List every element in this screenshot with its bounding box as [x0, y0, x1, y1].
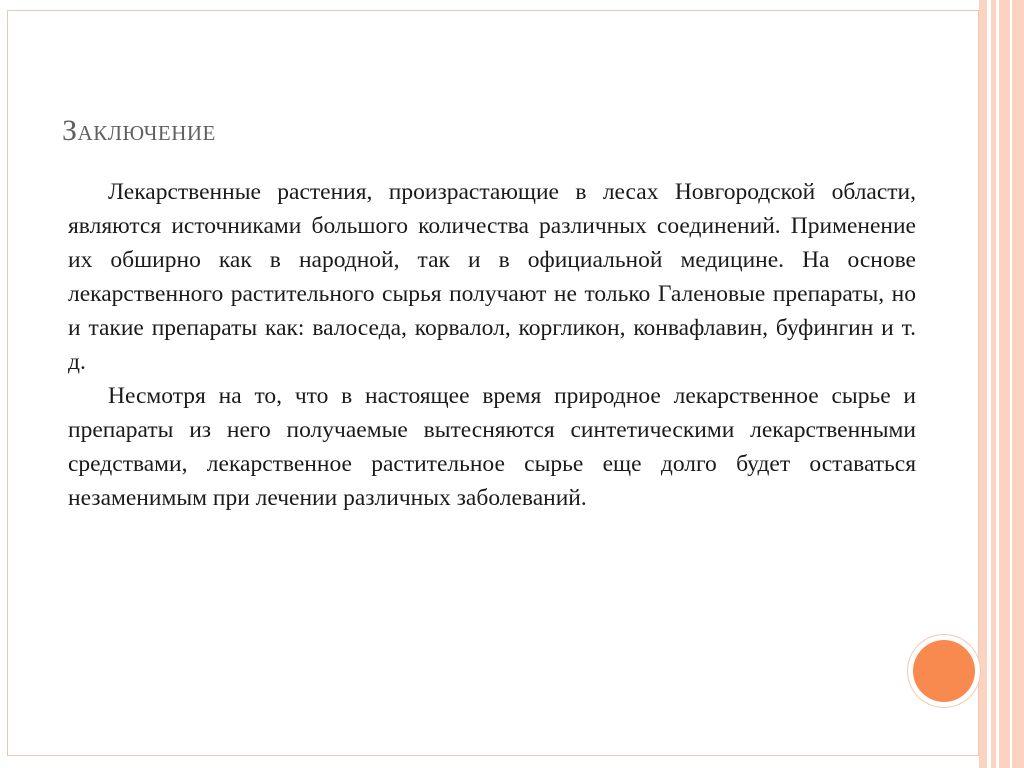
slide-title: Заключение: [62, 114, 216, 147]
paragraph: Несмотря на то, что в настоящее время природное лекарственное сырье и препараты из него получаемые вытесняются синтетическими лекарственными средствами, лекарственное растительное сырье еще долго будет оставаться незаменимым при лечении различных заболеваний.: [68, 383, 916, 511]
decorative-stripe-line: [996, 0, 999, 768]
decorative-stripe-band: [979, 0, 1024, 768]
slide-body: [68, 175, 916, 515]
decorative-circle-icon: [913, 640, 975, 702]
paragraph: Лекарственные растения, произрастающие в лесах Новгородской области, являются источниками большого количества различных соединений. Применение их обширно как в народной, так и в официальной медицине. На основе лекарственного растительного сырья получают не только Галеновые препараты, но и такие препараты как: валоседа, корвалол, коргликон, конвафлавин, буфингин и т. д.: [68, 179, 916, 375]
decorative-stripe-line: [987, 0, 991, 768]
decorative-stripe-line: [1010, 0, 1012, 768]
